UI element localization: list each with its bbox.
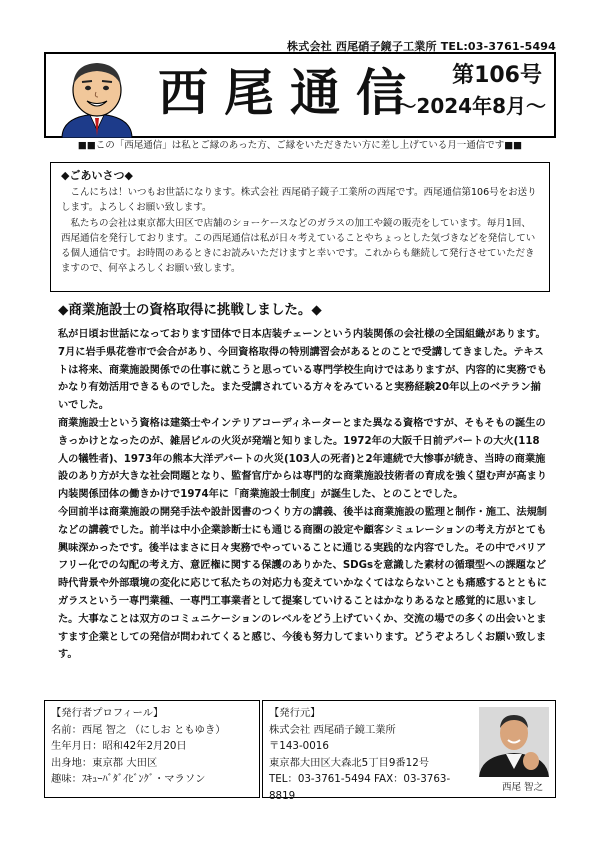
- article-body: [58, 326, 548, 664]
- greeting-box: [50, 162, 550, 292]
- profile-hobby: 趣味：ｽｷｭｰﾊﾞﾀﾞｲﾋﾞﾝｸﾞ・マラソン: [51, 773, 206, 785]
- publisher-text: [269, 705, 474, 804]
- issue-date: ～2024年8月～: [396, 94, 546, 118]
- cartoon-portrait-icon: [58, 58, 136, 138]
- issue-number: 第106号: [452, 63, 542, 88]
- profile-heading: 【発行者プロフィール】: [51, 707, 164, 719]
- greeting-heading: ◆ごあいさつ◆: [61, 169, 133, 182]
- greeting-body: [61, 185, 539, 277]
- article-paragraph: 商業施設士という資格は建築士やインテリアコーディネーターとまた異なる資格ですが、そもそもの誕生のきっかけとなったのが、雑居ビルの火災が発端と知りました。1972年の大阪千日前デパートの大火(118人の犠牲者)、1973年の熊本大洋デパートの火災(103人の死者)と2年連続で大惨事が続き、当時の商業施設のあり方が大きな社会問題となり、監督官庁からは専門的な商業施設技術者の育成を強く望む声が高まり内装関係団体の働きかけで1974年に「商業施設士制度」が誕生した、とのことでした。: [58, 417, 547, 501]
- article-paragraph: 私が日頃お世話になっております団体で日本店装チェーンという内装関係の会社様の全国組織があります。7月に岩手県花巻市で会合があり、今回資格取得の特別講習会があるとのことで受講してきました。テキストは将来、商業施設関係での仕事に就こうと思っている専門学校生向けではありますが、内容的に実務でもかなり有効活用できるものでした。また受講されている方々をみていると実務経験20年以上のベテラン揃いでした。: [58, 329, 547, 412]
- photo-caption: 西尾 智之: [501, 782, 543, 793]
- publisher-box: [262, 700, 556, 802]
- profile-box: [44, 700, 260, 798]
- company-header: 株式会社 西尾硝子鏡子工業所 TEL:03-3761-5494: [287, 40, 556, 53]
- masthead: [44, 52, 556, 138]
- profile-name: 名前：西尾 智之 （にしお ともゆき）: [51, 723, 226, 736]
- greeting-paragraph: 私たちの会社は東京都大田区で店舗のショーケースなどのガラスの加工や鏡の販売をしています。毎月1回、西尾通信を発行しております。この西尾通信は私が日々考えていることやちょっとした気づきなどを発信している個人通信です。お時間のあるときにお読みいただけますと幸いです。これからも継続して発行させていただきますので、何卒よろしくお願い致します。: [61, 217, 536, 275]
- publisher-address: 東京都大田区大森北5丁目9番12号: [269, 756, 430, 769]
- article-paragraph: 今回前半は商業施設の開発手法や設計図書のつくり方の講義、後半は商業施設の監理と制作・施工、法規制などの講義でした。前半は中小企業診断士にも通じる商圏の設定や顧客シミュレーションの考え方がとても興味深かったです。後半はまさに日々実務でやっていることに通じる実践的な内容でした。その中でバリアフリー化での勾配の考え方、意匠権に関する保護のありかた、SDGsを意識した素材の循環型への課題など時代背景や外部環境の変化に応じて私たちの対応力も変えていかなくてはならないことも痛感するとともにガラスという一専門業種、一専門工事業者として提案していけることはかなりあるなと感覚的に思いました。大事なことは双方のコミュニケーションのレベルをどう上げていくか、交流の場での多くの出会いとますます企業としての発信が問われてくると感じ、今後も努力してまいります。どうぞよろしくお願い致します。: [58, 506, 547, 661]
- publisher-contact: TEL：03-3761-5494 FAX：03-3763-8819: [269, 773, 451, 802]
- article-title: ◆商業施設士の資格取得に挑戦しました。◆: [58, 302, 322, 318]
- greeting-paragraph: こんにちは！いつもお世話になります。株式会社 西尾硝子鏡子工業所の西尾です。西尾通信第106号をお送りします。よろしくお願い致します。: [61, 187, 537, 214]
- tagline: ■■この「西尾通信」は私とご縁のあった方、ご縁をいただきたい方に差し上げている月一通信です■■: [77, 140, 523, 151]
- profile-birthday: 生年月日：昭和42年2月20日: [51, 740, 187, 752]
- publisher-company: 株式会社 西尾硝子鏡工業所: [269, 723, 396, 736]
- portrait-photo: [479, 707, 549, 777]
- profile-birthplace: 出身地：東京都 大田区: [51, 756, 158, 769]
- publisher-postal: 〒143-0016: [269, 740, 329, 752]
- newsletter-title: 西尾通信: [158, 63, 422, 122]
- publisher-heading: 【発行元】: [269, 707, 321, 719]
